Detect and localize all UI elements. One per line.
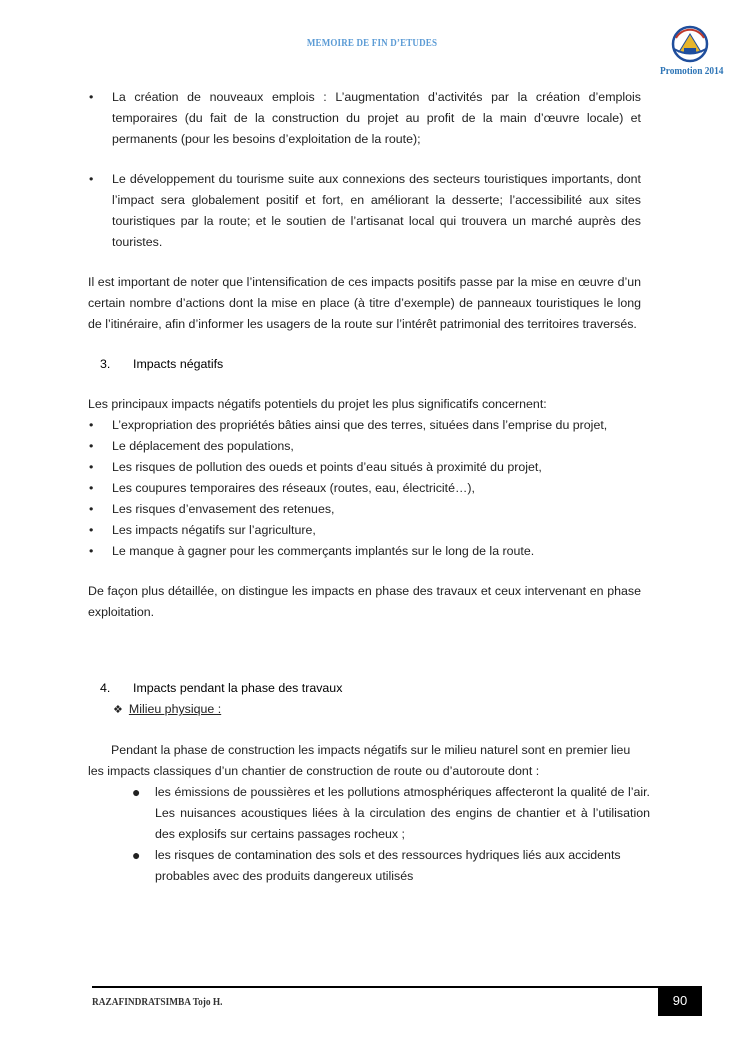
list-item: ● les émissions de poussières et les pollutions atmosphériques affecteront la qualité de l’air. Les nuisances acoustiques liées à la circulation des engins de chantier et à l’utilisation des explosifs sur certains passages rocheux ;	[132, 784, 650, 841]
list-item: • Le déplacement des populations,	[89, 439, 294, 453]
list-item: • L’expropriation des propriétés bâties ainsi que des terres, situées dans l’emprise du projet,	[89, 418, 608, 432]
section-heading-4: 4. Impacts pendant la phase des travaux	[100, 681, 343, 695]
section4-intro: Pendant la phase de construction les impacts négatifs sur le milieu naturel sont en premier lieu les impacts classiques d’un chantier de construction de route ou d’autoroute dont :	[88, 743, 631, 778]
list-item: • Le développement du tourisme suite aux connexions des secteurs touristiques importants, dont l’impact sera globalement positif et fort, en améliorant la desserte; l’accessibilité aux sites touristiques par la route; et le soutien de l’artisanat local qui trouvera un marché auprès des touristes.	[89, 172, 641, 249]
list-item: • Les risques d’envasement des retenues,	[89, 502, 335, 516]
footer-author: RAZAFINDRATSIMBA Tojo H.	[92, 996, 223, 1008]
list-item: • Les coupures temporaires des réseaux (routes, eau, électricité…),	[89, 481, 475, 495]
list-item: • Le manque à gagner pour les commerçants implantés sur le long de la route.	[89, 544, 535, 558]
footer-divider	[92, 986, 658, 988]
section3-closing: De façon plus détaillée, on distingue les impacts en phase des travaux et ceux intervenant en phase exploitation.	[88, 584, 641, 619]
list-item: • Les impacts négatifs sur l’agriculture,	[89, 523, 316, 537]
diamond-bullet-icon: ❖	[113, 704, 123, 716]
header-title: MEMOIRE DE FIN D’ETUDES	[306, 37, 438, 49]
section-heading-3: 3. Impacts négatifs	[100, 357, 224, 371]
promotion-label: Promotion 2014	[660, 65, 724, 77]
note-paragraph: Il est important de noter que l’intensification de ces impacts positifs passe par la mise en œuvre d’un certain nombre d’actions dont la mise en place (à titre d’exemple) de panneaux touristiques le long de l’itinéraire, afin d’informer les usagers de la route sur l’intérêt patrimonial des territoires traversés.	[88, 275, 641, 331]
list-item: • Les risques de pollution des oueds et points d’eau situés à proximité du projet,	[89, 460, 542, 474]
impacts-list	[88, 782, 650, 887]
list-item: ● les risques de contamination des sols et des ressources hydriques liés aux accidents probables avec des produits dangereux utilisés	[132, 847, 621, 883]
university-emblem-icon	[670, 24, 710, 64]
page-content	[88, 87, 650, 887]
list-item: • La création de nouveaux emplois : L’augmentation d’activités par la création d’emplois temporaires (du fait de la construction du projet au profit de la main d’œuvre locale) et permanents (pour les besoins d’exploitation de la route);	[89, 90, 641, 146]
subheading-milieu-physique: ❖ Milieu physique :	[113, 702, 222, 716]
page-number: 90	[658, 986, 702, 1016]
section3-intro: Les principaux impacts négatifs potentiels du projet les plus significatifs concernent:	[88, 397, 547, 411]
